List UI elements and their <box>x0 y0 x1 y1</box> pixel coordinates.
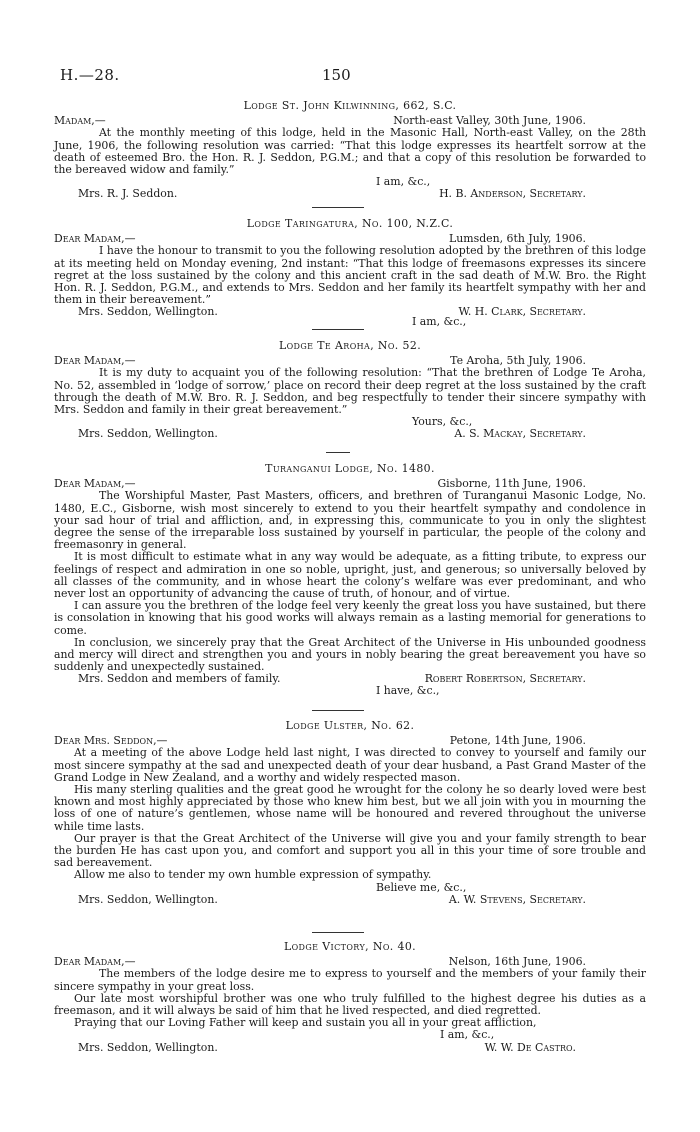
letter-te-aroha <box>54 340 646 441</box>
signature: Robert Robertson, Secretary. <box>424 672 586 686</box>
place-date: Gisborne, 11th June, 1906. <box>437 477 586 491</box>
closing-row <box>54 1029 646 1041</box>
signature-row <box>54 428 646 440</box>
closing: I am, &c., <box>376 175 431 189</box>
body-paragraph: At the monthly meeting of this lodge, held in the Masonic Hall, North-east Valley, on the 28th June, 1906, the following resolution was carried: “That this lodge expresses its heartfelt sorrow at the death of esteemed Bro. the Hon. R. J. Seddon, P.G.M.; and that a copy of this resolution be forwarded to the bereaved widow and family.” <box>54 126 646 177</box>
letter-title: Lodge Ulster, No. 62. <box>285 719 415 732</box>
addressee: Mrs. Seddon, Wellington. <box>78 892 218 906</box>
signature-row <box>54 188 646 200</box>
place-date: Lumsden, 6th July, 1906. <box>449 232 586 246</box>
addressee: Mrs. Seddon and members of family. <box>78 672 281 686</box>
body-paragraph: Praying that our Loving Father will keep and sustain you all in your great affliction, <box>74 1016 537 1030</box>
body-paragraph: I have the honour to transmit to you the following resolution adopted by the brethren of this lodge at its meeting held on Monday evening, 2nd instant: “That this lodge of freemasons expresses its sincere regret at the loss sustained by the colony and this ancient craft in the sad death of M.W. Bro. the Right Hon. R. J. Seddon, P.G.M., and extends to Mrs. Seddon and her family its heartfelt sympathy with her and them in their bereavement.” <box>54 244 646 307</box>
letter-taringatura <box>54 217 646 328</box>
closing-row <box>54 685 646 697</box>
body-paragraph: I can assure you the brethren of the lodge feel very keenly the great loss you have sustained, but there is consolation in knowing that his good works will always remain as a lasting memorial for generations to come. <box>54 599 646 637</box>
letter-turanganui <box>54 462 646 697</box>
letter-title: Lodge St. John Kilwinning, 662, S.C. <box>243 99 457 112</box>
closing: I am, &c., <box>412 315 467 328</box>
body-paragraph: The members of the lodge desire me to express to yourself and the members of your family their sincere sympathy in your great loss. <box>54 967 646 993</box>
page-header <box>60 66 650 86</box>
divider <box>312 932 364 933</box>
signature-row <box>54 894 646 906</box>
divider <box>326 452 350 453</box>
body-paragraph: The Worshipful Master, Past Masters, officers, and brethren of Turanganui Masonic Lodge, No. 1480, E.C., Gisborne, wish most sincerely to extend to you their heartfelt sympathy and condolence in your sad hour of trial and affliction, and, in expressing this, communicate to you in only the slightest degree the sense of the irreparable loss sustained by yourself in particular, the people of the colony and freemasonry in general. <box>54 489 646 552</box>
body-paragraph: Our prayer is that the Great Architect of the Universe will give you and your family strength to bear the burden He has cast upon you, and comfort and support you all in this your time of sore trouble and sad bereavement. <box>54 831 646 870</box>
closing: Believe me, &c., <box>376 880 467 894</box>
signature: W. W. De Castro. <box>484 1040 576 1054</box>
letter-title: Lodge Taringatura, No. 100, N.Z.C. <box>246 217 454 230</box>
addressee: Mrs. Seddon, Wellington. <box>78 1040 218 1054</box>
body-paragraph: His many sterling qualities and the great good he wrought for the colony he so dearly loved were best known and most highly appreciated by those who knew him best, but we all join with you in mourning the loss of one of nature’s gentlemen, whose name will be honoured and revered throughout the universe while time lasts. <box>54 783 646 833</box>
salutation: Dear Madam,— <box>54 955 136 969</box>
body-paragraph: Our late most worshipful brother was one who truly fulfilled to the highest degree his duties as a freemason, and it will always be said of him that he lived respected, and died regretted. <box>54 991 646 1018</box>
divider <box>312 207 364 208</box>
divider <box>312 329 364 330</box>
signature: A. S. Mackay, Secretary. <box>454 427 586 441</box>
signature-row <box>54 1042 646 1054</box>
salutation: Dear Mrs. Seddon,— <box>54 734 168 748</box>
salutation: Dear Madam,— <box>54 232 136 246</box>
closing-row <box>54 316 646 328</box>
signature: A. W. Stevens, Secretary. <box>448 892 586 906</box>
place-date: Petone, 14th June, 1906. <box>449 734 586 748</box>
closing: Yours, &c., <box>412 415 473 429</box>
closing: I am, &c., <box>440 1028 495 1042</box>
addressee: Mrs. Seddon, Wellington. <box>78 427 218 441</box>
body-paragraph: It is my duty to acquaint you of the following resolution: “That the brethren of Lodge Te Aroha, No. 52, assembled in ‘lodge of sorrow,’ place on record their deep regret at the loss sustained by the craft through the death of M.W. Bro. R. J. Seddon, and beg respectfully to tender their sincere sympathy with Mrs. Seddon and family in their great bereavement.” <box>54 366 646 417</box>
salutation: Madam,— <box>54 114 106 128</box>
letter-title: Lodge Te Aroha, No. 52. <box>278 339 422 352</box>
letter-title: Lodge Victory, No. 40. <box>283 940 417 953</box>
signature: W. H. Clark, Secretary. <box>458 305 586 319</box>
divider <box>312 710 364 711</box>
salutation: Dear Madam,— <box>54 354 136 368</box>
addressee: Mrs. Seddon, Wellington. <box>78 305 218 319</box>
letter-title: Turanganui Lodge, No. 1480. <box>265 462 435 475</box>
body-paragraph: Allow me also to tender my own humble expression of sympathy. <box>74 868 432 882</box>
closing-row <box>54 882 646 894</box>
signature: H. B. Anderson, Secretary. <box>439 187 586 201</box>
closing: I have, &c., <box>376 684 440 697</box>
place-date: Te Aroha, 5th July, 1906. <box>450 354 586 368</box>
signature-row <box>54 673 646 685</box>
place-date: Nelson, 16th June, 1906. <box>448 955 586 969</box>
letter-st-john-kilwinning <box>54 100 646 201</box>
page-number: 150 <box>322 66 351 84</box>
body-paragraph: It is most difficult to estimate what in any way would be adequate, as a fitting tribute, to express our feelings of respect and admiration in one so noble, upright, just, and generous; so universally beloved by all classes of the community, and in whose heart the colony’s welfare was ever predominant, and who never lost an opportunity of advancing the cause of truth, of honour, and of virtue. <box>54 550 646 601</box>
body-paragraph: In conclusion, we sincerely pray that the Great Architect of the Universe in His unbounded goodness and mercy will direct and strengthen you and yours in nobly bearing the great bereavement you have so suddenly and unexpectedly sustained. <box>54 635 646 674</box>
salutation: Dear Madam,— <box>54 477 136 491</box>
letter-victory <box>54 941 646 1054</box>
place-date: North-east Valley, 30th June, 1906. <box>393 114 586 128</box>
letter-ulster <box>54 720 646 906</box>
addressee: Mrs. R. J. Seddon. <box>78 187 178 201</box>
document-reference: H.—28. <box>60 66 120 84</box>
body-paragraph: At a meeting of the above Lodge held last night, I was directed to convey to yourself and family our most sincere sympathy at the sad and unexpected death of your dear husband, a Past Grand Master of the Grand Lodge in New Zealand, and a worthy and widely respected mason. <box>54 746 646 784</box>
